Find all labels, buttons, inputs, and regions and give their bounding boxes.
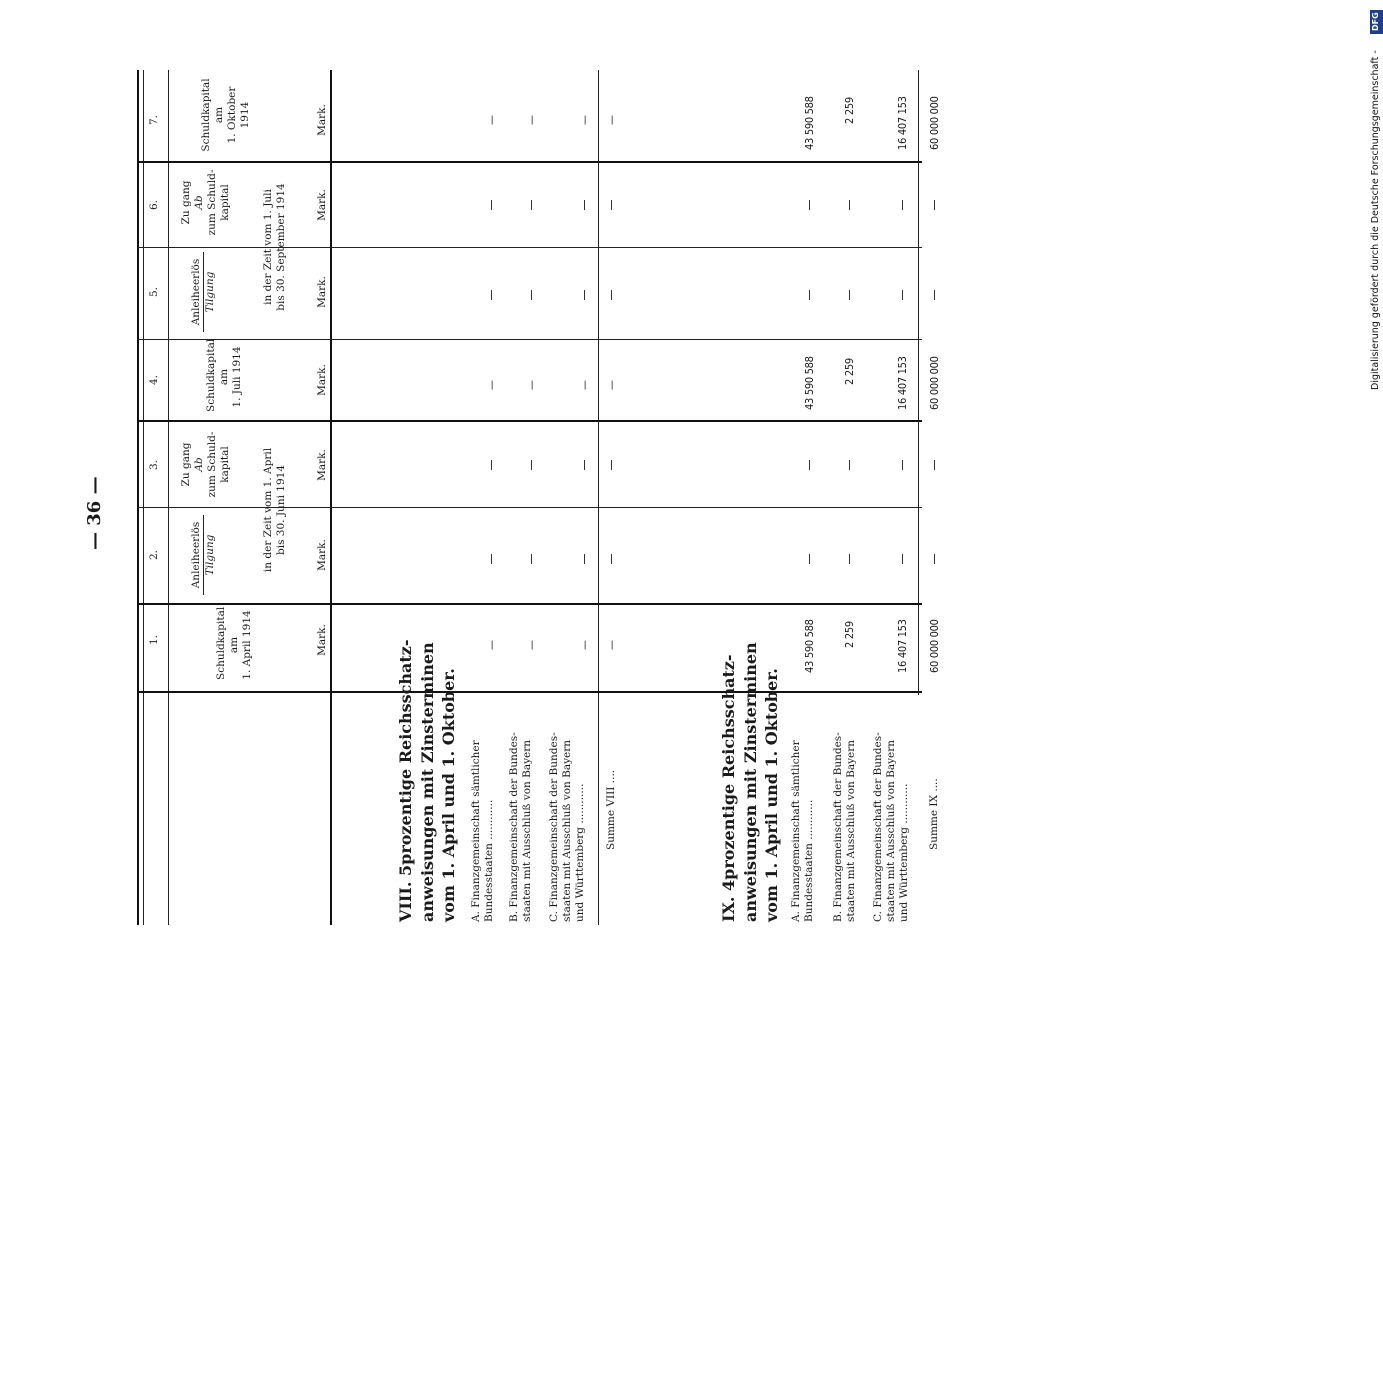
viii-b-c5-dash [531,290,532,300]
unit-4: Mark. [316,364,328,396]
col-sep-1 [137,603,922,605]
viii-sum-c7: — [605,115,618,125]
period-label-1: in der Zeit vom 1. April bis 30. Juni 1914 [262,447,288,573]
sum-ix-top-rule [918,70,919,695]
section-viii-bottom-rule [598,70,599,925]
viii-c-c3-dash [584,460,585,470]
viii-sum-c3-dash [611,460,612,470]
col-num-3: 3. [148,459,160,471]
col-head-6: Zu gang Ab zum Schuld- kapital [180,169,232,236]
viii-b-c6-dash [531,200,532,210]
ix-c-c2-dash [902,554,903,564]
column-number-rule [168,70,169,925]
viii-c-c4: — [578,380,591,390]
viii-b-c3-dash [531,460,532,470]
col-sep-2 [137,507,922,508]
viii-c-c2-dash [584,554,585,564]
section-ix-title: IX. 4prozentige Reichsschatz- anweisungen mit Zinsterminen vom 1. April und 1. Oktober. [719,642,782,922]
section-ix-row-a-label: A. Finanzgemeinschaft sämtlicher Bundesstaaten ............ [790,740,816,922]
viii-c-c6-dash [584,200,585,210]
ix-sum-c2-dash [934,554,935,564]
viii-b-c1: — [525,640,538,650]
ix-c-c6-dash [902,200,903,210]
ix-a-c6-dash [809,200,810,210]
section-viii-title: VIII. 5prozentige Reichsschatz- anweisungen mit Zinsterminen vom 1. April und 1. Oktober. [396,639,459,922]
viii-c-c1: — [578,640,591,650]
ix-b-c4: 2 259 [843,358,856,385]
viii-sum-c2-dash [611,554,612,564]
ix-sum-c6-dash [934,200,935,210]
col-num-6: 6. [148,199,160,211]
header-bottom-rule [330,70,332,925]
ix-sum-c7: 60 000 000 [928,96,941,150]
viii-b-c7: — [525,115,538,125]
viii-a-c2-dash [491,554,492,564]
col-sep-4 [137,339,922,340]
section-viii-row-a-label: A. Finanzgemeinschaft sämtlicher Bundesstaaten ............ [470,740,496,922]
viii-a-c7: — [485,115,498,125]
section-viii-row-b-label: B. Finanzgemeinschaft der Bundes- staaten mit Ausschluß von Bayern [508,732,534,922]
section-viii-sum-label: Summe VIII .... [605,769,617,850]
viii-a-c4: — [485,380,498,390]
ix-c-c7: 16 407 153 [896,96,909,150]
section-ix-row-b-label: B. Finanzgemeinschaft der Bundes- staaten mit Ausschluß von Bayern [832,732,858,922]
viii-b-c2-dash [531,554,532,564]
viii-c-c7: — [578,115,591,125]
viii-b-c4: — [525,380,538,390]
ix-b-c1: 2 259 [843,621,856,648]
ix-b-c2-dash [849,554,850,564]
unit-5: Mark. [316,276,328,308]
ix-c-c1: 16 407 153 [896,619,909,673]
ix-a-c2-dash [809,554,810,564]
ix-a-c4: 43 590 588 [803,356,816,410]
ix-a-c7: 43 590 588 [803,96,816,150]
section-ix-sum-label: Summe IX .... [928,778,940,850]
viii-sum-c5-dash [611,290,612,300]
ix-a-c3-dash [809,460,810,470]
ix-b-c3-dash [849,460,850,470]
credit-text: Digitalisierung gefördert durch die Deutsche Forschungsgemeinschaft - [1370,50,1381,390]
digitisation-credit [1370,10,1383,390]
ix-sum-c1: 60 000 000 [928,619,941,673]
ix-b-c6-dash [849,200,850,210]
ix-c-c3-dash [902,460,903,470]
viii-sum-c4: — [605,380,618,390]
viii-a-c5-dash [491,290,492,300]
unit-3: Mark. [316,449,328,481]
ix-sum-c4: 60 000 000 [928,356,941,410]
col-head-4: Schuldkapital am 1. Juli 1914 [205,338,244,412]
section-ix-row-c-label: C. Finanzgemeinschaft der Bundes- staaten mit Ausschluß von Bayern und Württemberg ............ [872,732,911,922]
col-head-1: Schuldkapital am 1. April 1914 [215,606,254,680]
ix-c-c4: 16 407 153 [896,356,909,410]
col-num-1: 1. [148,634,160,646]
ix-b-c5-dash [849,290,850,300]
ix-c-c5-dash [902,290,903,300]
col-num-5: 5. [148,286,160,298]
page-number: — 36 — [84,476,105,550]
viii-c-c5-dash [584,290,585,300]
viii-sum-c1: — [605,640,618,650]
viii-sum-c6-dash [611,200,612,210]
ix-sum-c5-dash [934,290,935,300]
col-head-7: Schuldkapital am 1. Oktober 1914 [200,78,252,152]
viii-a-c1: — [485,640,498,650]
col-sep-6 [137,161,922,163]
col-sep-label [137,691,922,693]
ix-a-c1: 43 590 588 [803,619,816,673]
unit-6: Mark. [316,189,328,221]
col-num-4: 4. [148,374,160,386]
col-num-7: 7. [148,114,160,126]
col-head-3: Zu gang Ab zum Schuld- kapital [180,431,232,498]
viii-a-c3-dash [491,460,492,470]
period-label-2: in der Zeit vom 1. Juli bis 30. September 1914 [262,183,288,311]
table-top-rule-2 [143,70,144,925]
dfg-logo: DFG [1370,10,1383,34]
ix-a-c5-dash [809,290,810,300]
col-head-5: Anleiheerlös Tilgung [190,252,217,332]
table-top-rule [137,70,139,925]
section-viii-row-c-label: C. Finanzgemeinschaft der Bundes- staaten mit Ausschluß von Bayern und Württemberg ............ [548,732,587,922]
unit-1: Mark. [316,624,328,656]
col-sep-5 [137,247,922,248]
ix-b-c7: 2 259 [843,97,856,124]
col-sep-3 [137,420,922,422]
viii-a-c6-dash [491,200,492,210]
unit-7: Mark. [316,104,328,136]
ix-sum-c3-dash [934,460,935,470]
unit-2: Mark. [316,539,328,571]
col-num-2: 2. [148,549,160,561]
col-head-2: Anleiheerlös Tilgung [190,515,217,595]
